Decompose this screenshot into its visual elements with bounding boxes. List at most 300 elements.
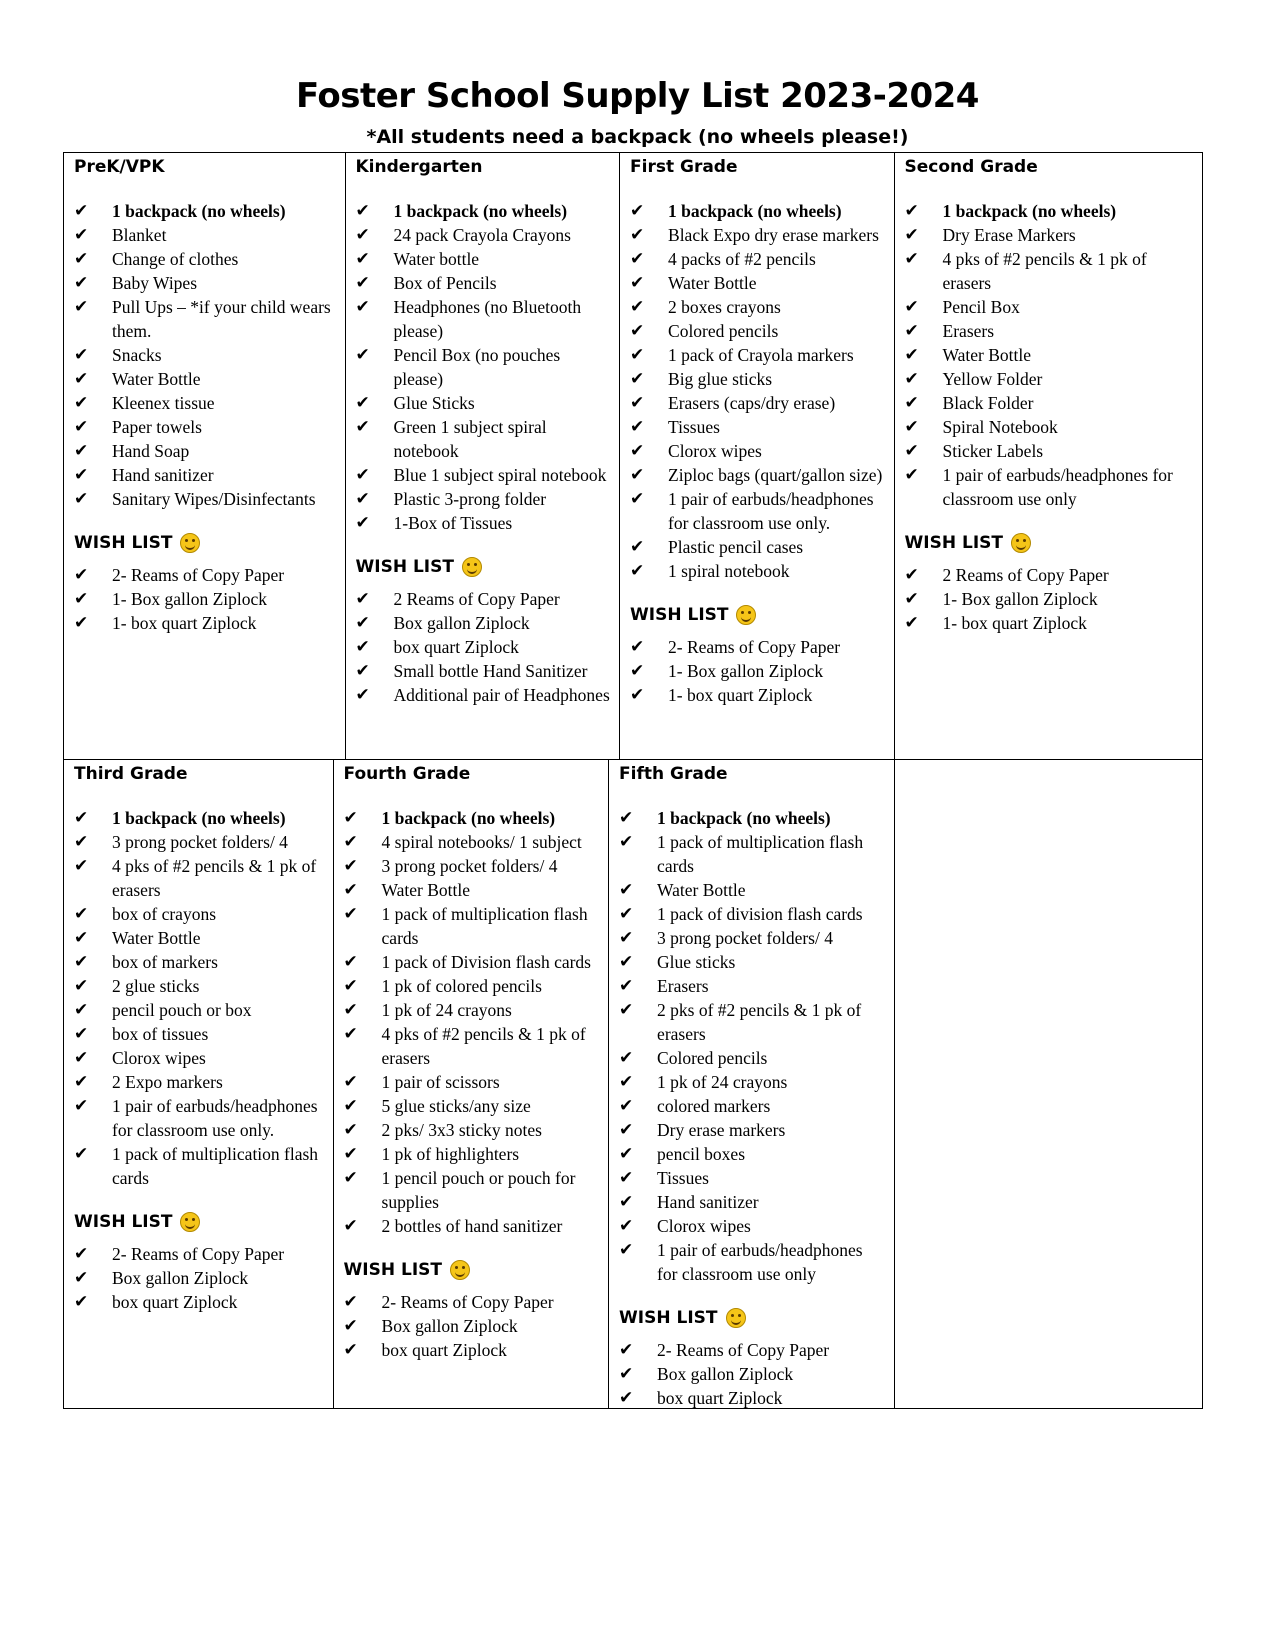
checkmark-icon: ✔ bbox=[630, 537, 645, 557]
list-item bbox=[905, 439, 1194, 463]
smiley-face-icon bbox=[450, 1260, 470, 1280]
list-item bbox=[344, 1338, 601, 1362]
wish-list-heading bbox=[630, 605, 886, 625]
list-item bbox=[74, 343, 337, 367]
list-item bbox=[356, 295, 612, 343]
checkmark-icon: ✔ bbox=[74, 201, 89, 221]
checkmark-icon: ✔ bbox=[74, 393, 89, 413]
list-item bbox=[619, 1214, 886, 1238]
list-item bbox=[356, 611, 612, 635]
list-item bbox=[74, 830, 325, 854]
list-item bbox=[619, 1362, 886, 1386]
list-item-text: Small bottle Hand Sanitizer bbox=[393, 661, 588, 681]
list-item-text: Box gallon Ziplock bbox=[657, 1364, 794, 1384]
checkmark-icon: ✔ bbox=[343, 1316, 358, 1336]
grade-heading: PreK/VPK bbox=[74, 157, 165, 177]
list-item-text: 5 glue sticks/any size bbox=[381, 1096, 531, 1116]
list-item bbox=[74, 463, 337, 487]
list-item bbox=[905, 587, 1194, 611]
checkmark-icon: ✔ bbox=[630, 201, 645, 221]
list-item bbox=[74, 1242, 325, 1266]
list-item-text: Paper towels bbox=[112, 417, 202, 437]
checkmark-icon: ✔ bbox=[74, 345, 89, 365]
checkmark-icon: ✔ bbox=[74, 856, 89, 876]
checkmark-icon: ✔ bbox=[343, 856, 358, 876]
list-item-text: 1 pack of multiplication flash cards bbox=[657, 832, 864, 876]
wish-list-heading bbox=[619, 1308, 886, 1328]
checkmark-icon: ✔ bbox=[74, 249, 89, 269]
list-item-text: 3 prong pocket folders/ 4 bbox=[657, 928, 833, 948]
list-item bbox=[619, 902, 886, 926]
list-item-text: pencil pouch or box bbox=[112, 1000, 252, 1020]
checkmark-icon: ✔ bbox=[74, 589, 89, 609]
list-item-text: Box gallon Ziplock bbox=[381, 1316, 518, 1336]
checkmark-icon: ✔ bbox=[630, 661, 645, 681]
list-item bbox=[356, 463, 612, 487]
list-item bbox=[344, 1094, 601, 1118]
list-item bbox=[905, 415, 1194, 439]
list-item-text: Big glue sticks bbox=[668, 369, 773, 389]
list-item bbox=[344, 1022, 601, 1070]
list-item bbox=[74, 1290, 325, 1314]
list-item-text: Clorox wipes bbox=[657, 1216, 751, 1236]
list-item-text: 1 backpack (no wheels) bbox=[668, 201, 842, 221]
list-item bbox=[344, 878, 601, 902]
checkmark-icon: ✔ bbox=[74, 565, 89, 585]
list-item-text: Box of Pencils bbox=[393, 273, 497, 293]
list-item bbox=[619, 926, 886, 950]
list-item-text: Colored pencils bbox=[668, 321, 779, 341]
list-item-text: pencil boxes bbox=[657, 1144, 746, 1164]
wish-list-label: WISH LIST bbox=[343, 1260, 442, 1280]
list-item bbox=[74, 1046, 325, 1070]
list-item bbox=[344, 1290, 601, 1314]
wish-list-heading bbox=[344, 1260, 601, 1280]
list-item bbox=[619, 1190, 886, 1214]
list-item bbox=[905, 223, 1194, 247]
list-item bbox=[630, 683, 886, 707]
checkmark-icon: ✔ bbox=[904, 393, 919, 413]
list-item-text: 2- Reams of Copy Paper bbox=[112, 565, 285, 585]
list-item bbox=[74, 1070, 325, 1094]
list-item bbox=[74, 587, 337, 611]
list-item bbox=[74, 902, 325, 926]
checkmark-icon: ✔ bbox=[619, 1072, 634, 1092]
list-item-text: Headphones (no Bluetooth please) bbox=[393, 297, 582, 341]
list-item bbox=[356, 683, 612, 707]
list-item-text: 2 Reams of Copy Paper bbox=[942, 565, 1109, 585]
grade-cell-third bbox=[64, 760, 334, 1408]
checkmark-icon: ✔ bbox=[619, 832, 634, 852]
checkmark-icon: ✔ bbox=[904, 249, 919, 269]
list-item bbox=[619, 998, 886, 1046]
list-item bbox=[630, 247, 886, 271]
list-item-text: 3 prong pocket folders/ 4 bbox=[381, 856, 558, 876]
checkmark-icon: ✔ bbox=[355, 345, 370, 365]
list-item-text: 1 pack of Division flash cards bbox=[381, 952, 591, 972]
list-item-text: Box gallon Ziplock bbox=[112, 1268, 249, 1288]
list-item-text: box quart Ziplock bbox=[112, 1292, 238, 1312]
checkmark-icon: ✔ bbox=[74, 1292, 89, 1312]
checkmark-icon: ✔ bbox=[619, 1340, 634, 1360]
supply-list bbox=[630, 199, 886, 583]
list-item-text: Ziploc bags (quart/gallon size) bbox=[668, 465, 883, 485]
list-item-text: Kleenex tissue bbox=[112, 393, 215, 413]
list-item-text: Baby Wipes bbox=[112, 273, 198, 293]
checkmark-icon: ✔ bbox=[343, 1168, 358, 1188]
checkmark-icon: ✔ bbox=[343, 1072, 358, 1092]
checkmark-icon: ✔ bbox=[904, 225, 919, 245]
checkmark-icon: ✔ bbox=[355, 685, 370, 705]
list-item-text: Plastic pencil cases bbox=[668, 537, 804, 557]
checkmark-icon: ✔ bbox=[355, 637, 370, 657]
checkmark-icon: ✔ bbox=[355, 589, 370, 609]
list-item-text: 4 spiral notebooks/ 1 subject bbox=[381, 832, 582, 852]
list-item-text: 2 pks of #2 pencils & 1 pk of erasers bbox=[657, 1000, 862, 1044]
list-item bbox=[619, 974, 886, 998]
list-item bbox=[356, 511, 612, 535]
list-item-text: Water Bottle bbox=[942, 345, 1032, 365]
list-item-text: Erasers (caps/dry erase) bbox=[668, 393, 836, 413]
list-item-text: 1 pack of Crayola markers bbox=[668, 345, 854, 365]
list-item bbox=[356, 247, 612, 271]
wish-list-label: WISH LIST bbox=[630, 605, 729, 625]
list-item bbox=[74, 391, 337, 415]
checkmark-icon: ✔ bbox=[355, 465, 370, 485]
checkmark-icon: ✔ bbox=[904, 441, 919, 461]
list-item-text: Erasers bbox=[657, 976, 709, 996]
list-item-text: Clorox wipes bbox=[668, 441, 762, 461]
grade-cell-prek bbox=[64, 153, 346, 759]
checkmark-icon: ✔ bbox=[343, 1292, 358, 1312]
wish-list-heading bbox=[356, 557, 612, 577]
list-item bbox=[74, 854, 325, 902]
list-item-text: 2 bottles of hand sanitizer bbox=[381, 1216, 563, 1236]
list-item bbox=[630, 391, 886, 415]
checkmark-icon: ✔ bbox=[343, 1120, 358, 1140]
list-item bbox=[630, 271, 886, 295]
checkmark-icon: ✔ bbox=[74, 928, 89, 948]
checkmark-icon: ✔ bbox=[904, 321, 919, 341]
list-item bbox=[905, 367, 1194, 391]
list-item bbox=[356, 391, 612, 415]
checkmark-icon: ✔ bbox=[74, 441, 89, 461]
checkmark-icon: ✔ bbox=[74, 1000, 89, 1020]
list-item-text: Glue Sticks bbox=[393, 393, 475, 413]
checkmark-icon: ✔ bbox=[904, 345, 919, 365]
list-item bbox=[74, 199, 337, 223]
list-item-text: 4 pks of #2 pencils & 1 pk of erasers bbox=[112, 856, 317, 900]
checkmark-icon: ✔ bbox=[74, 952, 89, 972]
list-item-text: 1 pair of earbuds/headphones for classroom use only. bbox=[112, 1096, 318, 1140]
checkmark-icon: ✔ bbox=[619, 1000, 634, 1020]
grade-cell-kindergarten bbox=[346, 153, 621, 759]
checkmark-icon: ✔ bbox=[343, 1144, 358, 1164]
checkmark-icon: ✔ bbox=[904, 369, 919, 389]
list-item-text: Spiral Notebook bbox=[942, 417, 1058, 437]
list-item-text: Water Bottle bbox=[112, 369, 201, 389]
list-item-text: Water Bottle bbox=[668, 273, 757, 293]
list-item bbox=[74, 998, 325, 1022]
checkmark-icon: ✔ bbox=[343, 880, 358, 900]
checkmark-icon: ✔ bbox=[74, 1072, 89, 1092]
grade-cell-fifth bbox=[609, 760, 895, 1408]
list-item bbox=[630, 415, 886, 439]
list-item-text: 2- Reams of Copy Paper bbox=[112, 1244, 285, 1264]
smiley-face-icon bbox=[462, 557, 482, 577]
list-item bbox=[344, 1142, 601, 1166]
list-item bbox=[344, 1070, 601, 1094]
checkmark-icon: ✔ bbox=[74, 369, 89, 389]
list-item bbox=[619, 950, 886, 974]
list-item bbox=[344, 1214, 601, 1238]
checkmark-icon: ✔ bbox=[74, 1024, 89, 1044]
checkmark-icon: ✔ bbox=[355, 225, 370, 245]
list-item bbox=[74, 223, 337, 247]
list-item-text: 2- Reams of Copy Paper bbox=[381, 1292, 554, 1312]
list-item bbox=[344, 1314, 601, 1338]
list-item-text: Hand sanitizer bbox=[657, 1192, 759, 1212]
list-item-text: 1 pk of 24 crayons bbox=[381, 1000, 512, 1020]
list-item-text: Clorox wipes bbox=[112, 1048, 206, 1068]
supply-list bbox=[74, 199, 337, 511]
list-item bbox=[619, 830, 886, 878]
list-item-text: Tissues bbox=[657, 1168, 709, 1188]
list-item-text: 1 pair of earbuds/headphones for classroom use only bbox=[657, 1240, 863, 1284]
list-item-text: 2 Expo markers bbox=[112, 1072, 223, 1092]
list-item-text: 1- Box gallon Ziplock bbox=[668, 661, 824, 681]
checkmark-icon: ✔ bbox=[630, 345, 645, 365]
checkmark-icon: ✔ bbox=[619, 808, 634, 828]
list-item bbox=[630, 295, 886, 319]
list-item-text: Green 1 subject spiral notebook bbox=[393, 417, 547, 461]
list-item bbox=[344, 974, 601, 998]
list-item bbox=[74, 271, 337, 295]
list-item bbox=[619, 1238, 886, 1286]
list-item bbox=[74, 295, 337, 343]
checkmark-icon: ✔ bbox=[630, 441, 645, 461]
list-item bbox=[74, 1142, 325, 1190]
checkmark-icon: ✔ bbox=[343, 1216, 358, 1236]
list-item bbox=[74, 1094, 325, 1142]
list-item-text: 1 backpack (no wheels) bbox=[112, 808, 286, 828]
list-item bbox=[619, 1070, 886, 1094]
checkmark-icon: ✔ bbox=[904, 297, 919, 317]
checkmark-icon: ✔ bbox=[619, 1388, 634, 1408]
grade-cell-first bbox=[620, 153, 895, 759]
list-item bbox=[905, 343, 1194, 367]
checkmark-icon: ✔ bbox=[343, 808, 358, 828]
checkmark-icon: ✔ bbox=[619, 1096, 634, 1116]
checkmark-icon: ✔ bbox=[74, 976, 89, 996]
grade-heading: Fifth Grade bbox=[619, 764, 728, 784]
list-item bbox=[619, 1094, 886, 1118]
list-item-text: box quart Ziplock bbox=[657, 1388, 783, 1408]
checkmark-icon: ✔ bbox=[343, 1340, 358, 1360]
checkmark-icon: ✔ bbox=[74, 465, 89, 485]
checkmark-icon: ✔ bbox=[904, 465, 919, 485]
checkmark-icon: ✔ bbox=[619, 976, 634, 996]
list-item-text: 2 Reams of Copy Paper bbox=[393, 589, 560, 609]
list-item-text: 1 pack of multiplication flash cards bbox=[381, 904, 588, 948]
wish-list bbox=[630, 635, 886, 707]
checkmark-icon: ✔ bbox=[343, 1000, 358, 1020]
smiley-face-icon bbox=[726, 1308, 746, 1328]
list-item-text: Dry erase markers bbox=[657, 1120, 786, 1140]
list-item-text: box quart Ziplock bbox=[393, 637, 519, 657]
checkmark-icon: ✔ bbox=[74, 904, 89, 924]
checkmark-icon: ✔ bbox=[630, 321, 645, 341]
list-item-text: 1 spiral notebook bbox=[668, 561, 790, 581]
checkmark-icon: ✔ bbox=[619, 1192, 634, 1212]
list-item-text: Glue sticks bbox=[657, 952, 736, 972]
checkmark-icon: ✔ bbox=[74, 417, 89, 437]
list-item-text: Hand Soap bbox=[112, 441, 190, 461]
list-item bbox=[630, 659, 886, 683]
checkmark-icon: ✔ bbox=[619, 928, 634, 948]
list-item bbox=[905, 611, 1194, 635]
checkmark-icon: ✔ bbox=[619, 904, 634, 924]
checkmark-icon: ✔ bbox=[355, 489, 370, 509]
checkmark-icon: ✔ bbox=[355, 393, 370, 413]
list-item bbox=[905, 199, 1194, 223]
list-item bbox=[630, 343, 886, 367]
checkmark-icon: ✔ bbox=[355, 201, 370, 221]
list-item bbox=[630, 367, 886, 391]
checkmark-icon: ✔ bbox=[74, 808, 89, 828]
wish-list bbox=[619, 1338, 886, 1408]
checkmark-icon: ✔ bbox=[343, 1024, 358, 1044]
list-item-text: 1 pk of colored pencils bbox=[381, 976, 542, 996]
checkmark-icon: ✔ bbox=[619, 1364, 634, 1384]
list-item-text: 1- Box gallon Ziplock bbox=[942, 589, 1098, 609]
list-item bbox=[619, 1118, 886, 1142]
checkmark-icon: ✔ bbox=[619, 1168, 634, 1188]
checkmark-icon: ✔ bbox=[343, 832, 358, 852]
checkmark-icon: ✔ bbox=[74, 1096, 89, 1116]
list-item bbox=[905, 463, 1194, 511]
list-item-text: box quart Ziplock bbox=[381, 1340, 507, 1360]
checkmark-icon: ✔ bbox=[74, 832, 89, 852]
list-item bbox=[74, 926, 325, 950]
checkmark-icon: ✔ bbox=[355, 513, 370, 533]
list-item-text: Erasers bbox=[942, 321, 995, 341]
list-item-text: 1 pk of highlighters bbox=[381, 1144, 520, 1164]
wish-list bbox=[356, 587, 612, 707]
list-item bbox=[630, 487, 886, 535]
list-item-text: Yellow Folder bbox=[942, 369, 1043, 389]
list-item-text: Snacks bbox=[112, 345, 162, 365]
list-item-text: 1-Box of Tissues bbox=[393, 513, 513, 533]
list-item-text: 3 prong pocket folders/ 4 bbox=[112, 832, 288, 852]
checkmark-icon: ✔ bbox=[355, 297, 370, 317]
list-item-text: Water Bottle bbox=[657, 880, 746, 900]
supply-list bbox=[619, 806, 886, 1286]
list-item-text: Pencil Box bbox=[942, 297, 1020, 317]
wish-list-label: WISH LIST bbox=[74, 1212, 173, 1232]
grade-cell-second bbox=[895, 153, 1202, 759]
list-item bbox=[356, 271, 612, 295]
list-item bbox=[356, 487, 612, 511]
supply-list bbox=[905, 199, 1194, 511]
list-item-text: Pull Ups – *if your child wears them. bbox=[112, 297, 331, 341]
list-item-text: 2- Reams of Copy Paper bbox=[668, 637, 841, 657]
checkmark-icon: ✔ bbox=[74, 1244, 89, 1264]
list-item bbox=[356, 587, 612, 611]
list-item-text: Sticker Labels bbox=[942, 441, 1044, 461]
checkmark-icon: ✔ bbox=[355, 613, 370, 633]
list-item-text: box of crayons bbox=[112, 904, 217, 924]
checkmark-icon: ✔ bbox=[343, 976, 358, 996]
list-item bbox=[74, 1266, 325, 1290]
list-item-text: 2- Reams of Copy Paper bbox=[657, 1340, 830, 1360]
list-item bbox=[630, 223, 886, 247]
list-item-text: 1 backpack (no wheels) bbox=[393, 201, 568, 221]
checkmark-icon: ✔ bbox=[904, 417, 919, 437]
list-item bbox=[630, 199, 886, 223]
list-item bbox=[344, 1118, 601, 1142]
list-item bbox=[344, 806, 601, 830]
list-item bbox=[356, 415, 612, 463]
list-item-text: Blue 1 subject spiral notebook bbox=[393, 465, 607, 485]
list-item-text: 2 boxes crayons bbox=[668, 297, 781, 317]
list-item bbox=[905, 295, 1194, 319]
checkmark-icon: ✔ bbox=[355, 417, 370, 437]
checkmark-icon: ✔ bbox=[74, 297, 89, 317]
list-item bbox=[619, 806, 886, 830]
list-item bbox=[356, 223, 612, 247]
list-item-text: 1 pencil pouch or pouch for supplies bbox=[381, 1168, 576, 1212]
list-item bbox=[74, 367, 337, 391]
checkmark-icon: ✔ bbox=[904, 589, 919, 609]
list-item-text: 1 backpack (no wheels) bbox=[942, 201, 1117, 221]
checkmark-icon: ✔ bbox=[630, 465, 645, 485]
list-item bbox=[74, 950, 325, 974]
grade-heading: Kindergarten bbox=[355, 157, 483, 177]
list-item bbox=[74, 1022, 325, 1046]
list-item bbox=[619, 1166, 886, 1190]
grade-cell-fourth bbox=[334, 760, 610, 1408]
list-item-text: 2 pks/ 3x3 sticky notes bbox=[381, 1120, 542, 1140]
list-item bbox=[74, 974, 325, 998]
supply-list bbox=[356, 199, 612, 535]
list-item-text: 1- box quart Ziplock bbox=[112, 613, 257, 633]
smiley-face-icon bbox=[736, 605, 756, 625]
checkmark-icon: ✔ bbox=[619, 1048, 634, 1068]
list-item-text: 1 pair of earbuds/headphones for classroom use only. bbox=[668, 489, 874, 533]
list-item-text: Sanitary Wipes/Disinfectants bbox=[112, 489, 316, 509]
list-item bbox=[356, 343, 612, 391]
list-item bbox=[74, 806, 325, 830]
checkmark-icon: ✔ bbox=[619, 1240, 634, 1260]
checkmark-icon: ✔ bbox=[630, 637, 645, 657]
list-item bbox=[344, 1166, 601, 1214]
list-item-text: Water Bottle bbox=[381, 880, 471, 900]
wish-list-label: WISH LIST bbox=[355, 557, 454, 577]
checkmark-icon: ✔ bbox=[74, 489, 89, 509]
checkmark-icon: ✔ bbox=[619, 1120, 634, 1140]
list-item bbox=[630, 439, 886, 463]
supply-list bbox=[344, 806, 601, 1238]
grade-cell-empty bbox=[895, 760, 1202, 1408]
list-item bbox=[630, 463, 886, 487]
list-item bbox=[344, 854, 601, 878]
list-item bbox=[905, 319, 1194, 343]
checkmark-icon: ✔ bbox=[630, 249, 645, 269]
list-item bbox=[344, 950, 601, 974]
checkmark-icon: ✔ bbox=[630, 369, 645, 389]
wish-list bbox=[344, 1290, 601, 1362]
